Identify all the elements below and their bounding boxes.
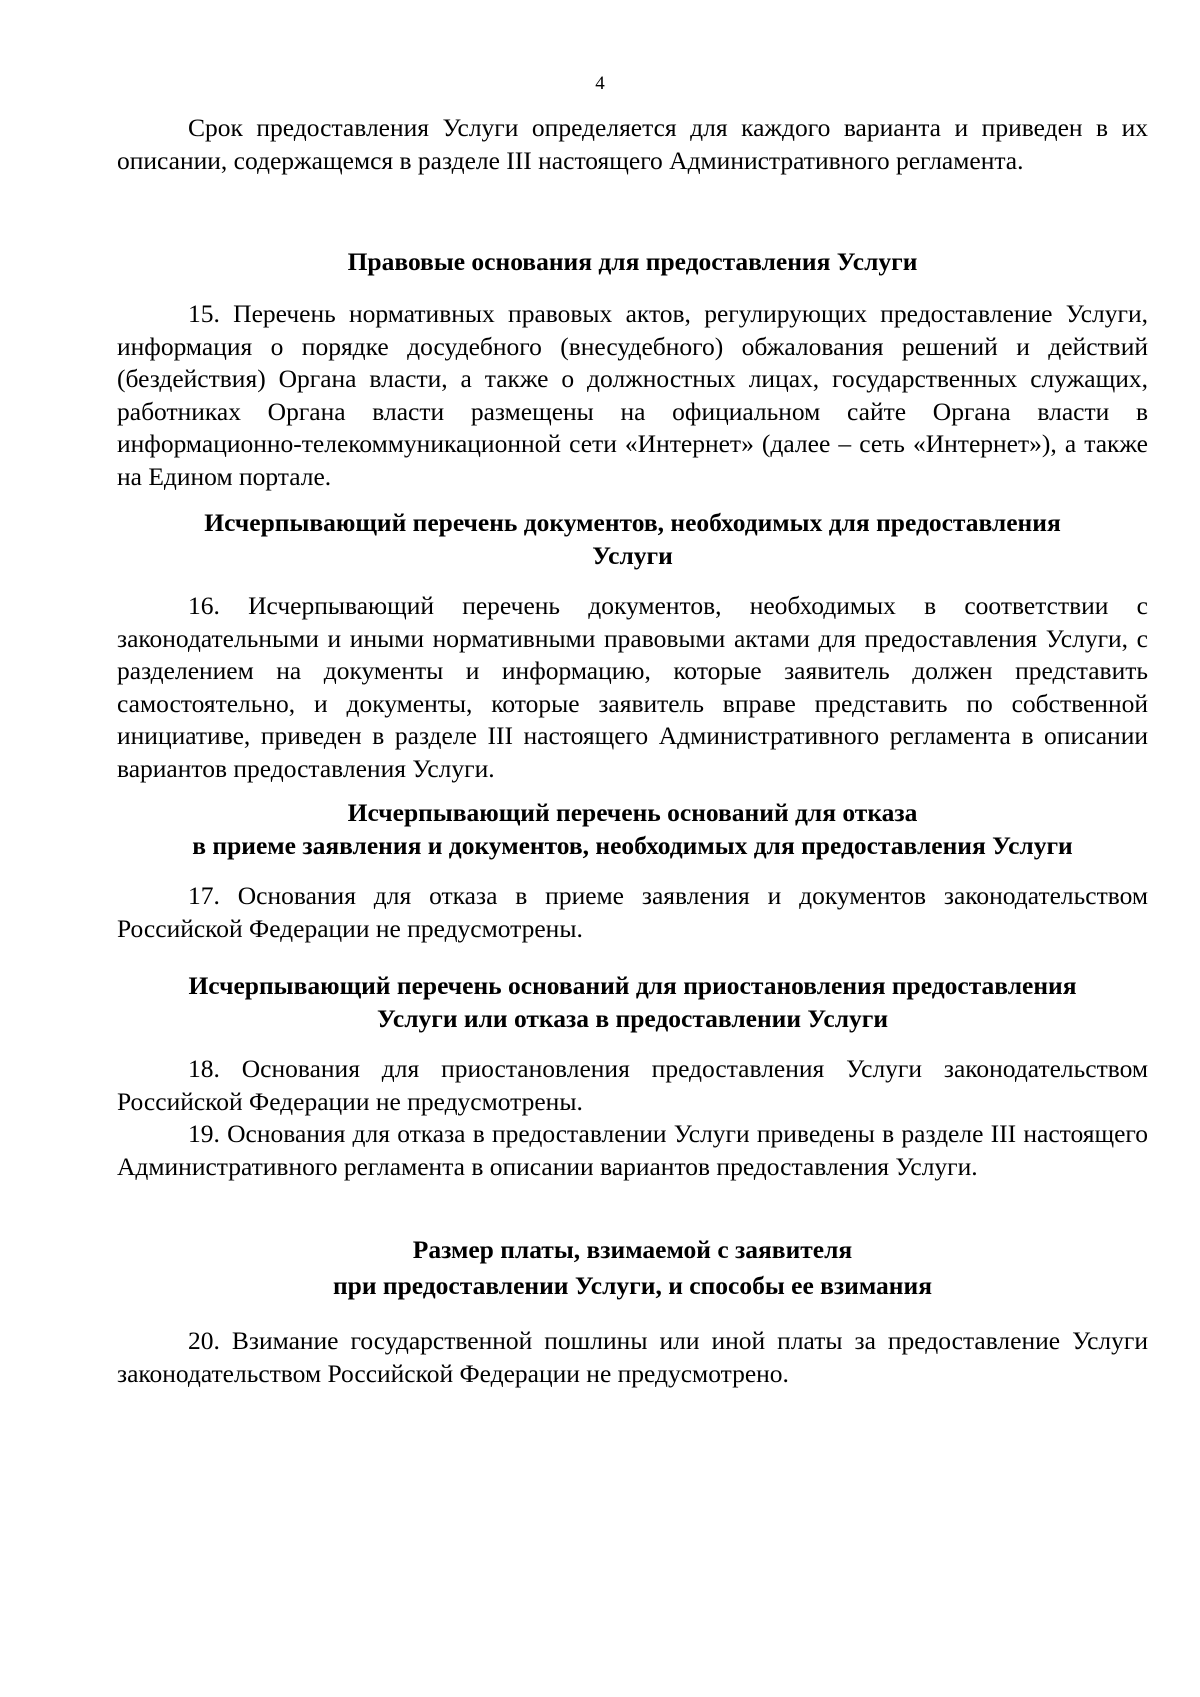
heading-line: Исчерпывающий перечень оснований для отказа: [347, 798, 918, 827]
section-heading-documents-list: [117, 507, 1148, 572]
paragraph-16: 16. Исчерпывающий перечень документов, необходимых в соответствии с законодательными и иными нормативными правовыми актами для предоставления Услуги, с разделением на документы и информацию, которые заявитель должен представить самостоятельно, и документы, которые заявитель вправе представить по собственной инициативе, приведен в разделе III настоящего Административного регламента в описании вариантов предоставления Услуги.: [117, 591, 1148, 783]
paragraph-15: 15. Перечень нормативных правовых актов, регулирующих предоставление Услуги, информация о порядке досудебного (внесудебного) обжалования решений и действий (бездействия) Органа власти, а также о должностных лицах, государственных служащих, работниках Органа власти размещены на официальном сайте Органа власти в информационно-телекоммуникационной сети «Интернет» (далее – сеть «Интернет»), а также на Едином портале.: [117, 299, 1148, 491]
paragraph-19: 19. Основания для отказа в предоставлении Услуги приведены в разделе III настоящего Административного регламента в описании вариантов предоставления Услуги.: [117, 1119, 1148, 1181]
paragraph-17: 17. Основания для отказа в приеме заявления и документов законодательством Российской Федерации не предусмотрены.: [117, 881, 1148, 943]
section-body-suspension: [117, 1053, 1148, 1183]
section-heading-legal-basis: [117, 246, 1148, 279]
intro-paragraph: Срок предоставления Услуги определяется для каждого варианта и приведен в их описании, содержащемся в разделе III настоящего Административного регламента.: [117, 113, 1148, 175]
intro-block: [117, 112, 1148, 177]
paragraph-18: 18. Основания для приостановления предоставления Услуги законодательством Российской Федерации не предусмотрены.: [117, 1054, 1148, 1116]
section-body-legal-basis: [117, 298, 1148, 493]
heading-line: Размер платы, взимаемой с заявителя: [412, 1235, 853, 1264]
section-heading-fee: [117, 1234, 1148, 1302]
heading-line: Услуги или отказа в предоставлении Услуги: [376, 1003, 889, 1033]
heading-line: Исчерпывающий перечень оснований для приостановления предоставления: [188, 971, 1077, 1000]
heading-line: Правовые основания для предоставления Услуги: [347, 247, 918, 276]
heading-line: Исчерпывающий перечень документов, необходимых для предоставления: [204, 508, 1061, 537]
paragraph-20: 20. Взимание государственной пошлины или иной платы за предоставление Услуги законодательством Российской Федерации не предусмотрено.: [117, 1326, 1148, 1388]
page-number: 4: [595, 73, 605, 94]
section-body-fee: [117, 1325, 1148, 1390]
heading-line: Услуги: [592, 540, 673, 570]
section-heading-suspension: [117, 970, 1148, 1035]
heading-line: при предоставлении Услуги, и способы ее взимания: [332, 1270, 932, 1300]
section-heading-refusal-acceptance: [117, 797, 1148, 862]
section-body-documents-list: [117, 590, 1148, 785]
heading-line: в приеме заявления и документов, необходимых для предоставления Услуги: [192, 830, 1073, 860]
section-body-refusal-acceptance: [117, 880, 1148, 945]
